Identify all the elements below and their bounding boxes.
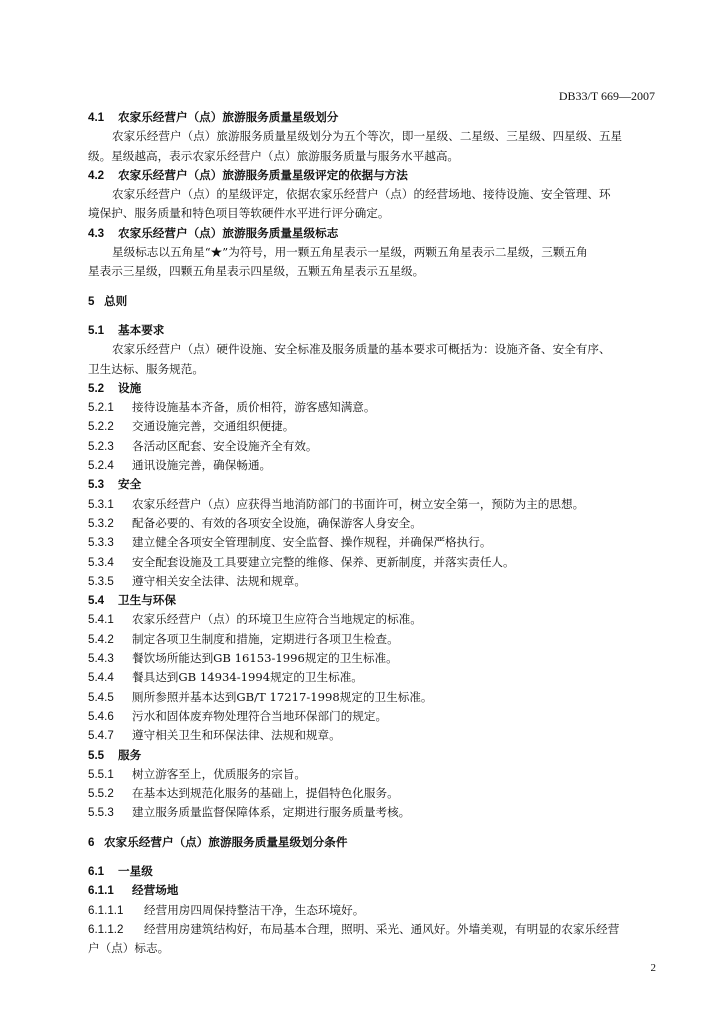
- clause-item: 5.4.7 遵守相关卫生和环保法律、法规和规章。: [88, 728, 341, 743]
- clause-item: 5.3.3 建立健全各项安全管理制度、安全监督、操作规程，并确保严格执行。: [88, 535, 492, 550]
- clause-item: 5.3.1 农家乐经营户（点）应获得当地消防部门的书面许可，树立安全第一，预防为主的思想。: [88, 496, 585, 511]
- heading-5-2: 5.2 设施: [88, 380, 142, 395]
- heading-5-4: 5.4 卫生与环保: [88, 593, 176, 608]
- clause-item: 5.5.2 在基本达到规范化服务的基础上，提倡特色化服务。: [88, 786, 399, 801]
- paragraph-continued: 级。星级越高，表示农家乐经营户（点）旅游服务质量与服务水平越高。: [88, 148, 460, 163]
- heading-5-5: 5.5 服务: [88, 747, 142, 762]
- heading-4-3: 4.3 农家乐经营户（点）旅游服务质量星级标志: [88, 225, 339, 240]
- clause-item: 5.5.3 建立服务质量监督保障体系，定期进行服务质量考核。: [88, 805, 411, 820]
- clause-item: 6.1.1.2 经营用房建筑结构好，布局基本合理，照明、采光、通风好。外墙美观，有明显的农家乐经营: [88, 921, 620, 936]
- clause-item: 5.3.4 安全配套设施及工具要建立完整的维修、保养、更新制度，并落实责任人。: [88, 554, 515, 569]
- page-body: [88, 108, 656, 958]
- paragraph-continued: 户（点）标志。: [88, 941, 170, 956]
- clause-item: 5.2.3 各活动区配套、安全设施齐全有效。: [88, 438, 318, 453]
- clause-item: 5.2.1 接待设施基本齐备，质价相符，游客感知满意。: [88, 400, 376, 415]
- chapter-5-heading: 5 总则: [88, 293, 128, 308]
- chapter-6-heading: 6 农家乐经营户（点）旅游服务质量星级划分条件: [88, 834, 348, 849]
- clause-item: 5.2.4 通讯设施完善，确保畅通。: [88, 458, 272, 473]
- clause-item: 5.4.6 污水和固体废弃物处理符合当地环保部门的规定。: [88, 708, 388, 723]
- clause-item: 5.5.1 树立游客至上，优质服务的宗旨。: [88, 766, 306, 781]
- clause-item: 5.3.2 配备必要的、有效的各项安全设施，确保游客人身安全。: [88, 515, 422, 530]
- paragraph: 农家乐经营户（点）旅游服务质量星级划分为五个等次，即一星级、二星级、三星级、四星级、五星: [112, 129, 623, 144]
- paragraph: 农家乐经营户（点）硬件设施、安全标准及服务质量的基本要求可概括为：设施齐备、安全有序、: [112, 342, 611, 357]
- clause-item: 5.4.1 农家乐经营户（点）的环境卫生应符合当地规定的标准。: [88, 612, 422, 627]
- page-number: 2: [650, 962, 656, 974]
- heading-4-1: 4.1 农家乐经营户（点）旅游服务质量星级划分: [88, 110, 339, 124]
- paragraph-continued: 星表示三星级，四颗五角星表示四星级，五颗五角星表示五星级。: [88, 264, 425, 279]
- clause-item: 5.4.4 餐具达到GB 14934-1994规定的卫生标准。: [88, 670, 363, 685]
- heading-5-1: 5.1 基本要求: [88, 322, 165, 337]
- paragraph: 星级标志以五角星“★”为符号，用一颗五角星表示一星级，两颗五角星表示二星级，三颗五角: [112, 245, 588, 260]
- clause-item: 5.2.2 交通设施完善，交通组织便捷。: [88, 419, 295, 434]
- paragraph: 农家乐经营户（点）的星级评定，依据农家乐经营户（点）的经营场地、接待设施、安全管理、环: [112, 187, 611, 202]
- heading-5-3: 5.3 安全: [88, 477, 142, 492]
- paragraph-continued: 境保护、服务质量和特色项目等软硬件水平进行评分确定。: [88, 206, 390, 221]
- heading-4-2: 4.2 农家乐经营户（点）旅游服务质量星级评定的依据与方法: [88, 167, 408, 182]
- clause-item: 5.4.5 厕所参照并基本达到GB/T 17217-1998规定的卫生标准。: [88, 689, 433, 704]
- clause-item: 5.4.3 餐饮场所能达到GB 16153-1996规定的卫生标准。: [88, 651, 398, 666]
- clause-item: 5.3.5 遵守相关安全法律、法规和规章。: [88, 573, 306, 588]
- heading-6-1-1: 6.1.1 经营场地: [88, 883, 179, 898]
- clause-item: 6.1.1.1 经营用房四周保持整洁干净，生态环境好。: [88, 902, 365, 917]
- heading-6-1: 6.1 一星级: [88, 863, 153, 878]
- paragraph-continued: 卫生达标、服务规范。: [88, 361, 204, 376]
- clause-item: 5.4.2 制定各项卫生制度和措施，定期进行各项卫生检查。: [88, 631, 399, 646]
- standard-number: DB33/T 669—2007: [558, 89, 655, 103]
